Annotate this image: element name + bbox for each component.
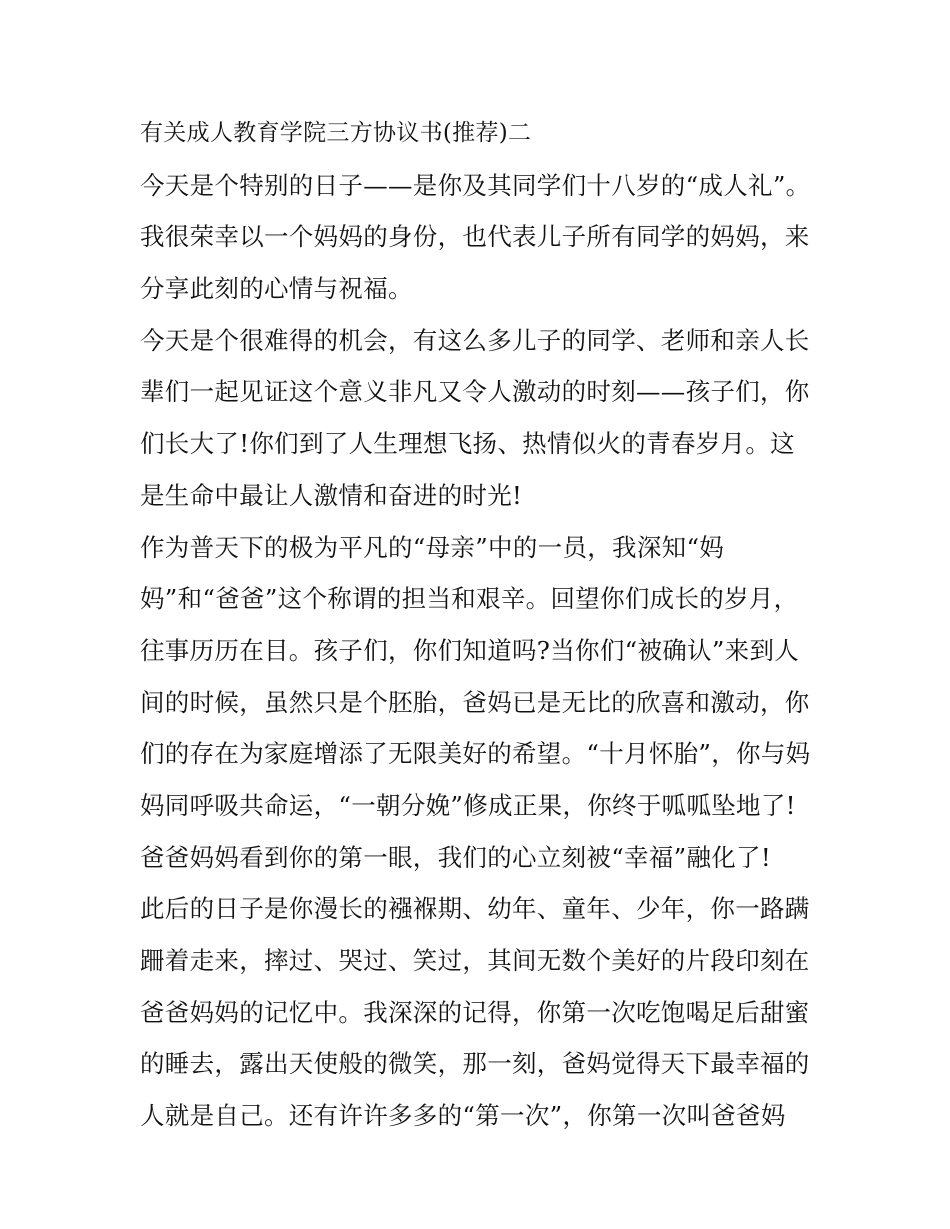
text-line: 爸爸妈妈看到你的第一眼，我们的心立刻被“幸福”融化了! bbox=[140, 842, 771, 872]
document-title: 有关成人教育学院三方协议书(推荐)二 bbox=[140, 120, 532, 146]
text-line: 此后的日子是你漫长的襁褓期、幼年、童年、少年，你一路蹒 bbox=[140, 894, 810, 924]
text-line: 爸爸妈妈的记忆中。我深深的记得，你第一次吃饱喝足后甜蜜 bbox=[140, 997, 810, 1027]
text-line: 们长大了!你们到了人生理想飞扬、热情似火的青春岁月。这 bbox=[140, 429, 795, 459]
text-line: 分享此刻的心情与祝福。 bbox=[140, 274, 413, 304]
text-line: 辈们一起见证这个意义非凡又令人激动的时刻——孩子们，你 bbox=[140, 377, 810, 407]
text-line: 跚着走来，摔过、哭过、笑过，其间无数个美好的片段印刻在 bbox=[140, 946, 810, 975]
text-line: 妈同呼吸共命运，“一朝分娩”修成正果，你终于呱呱坠地了! bbox=[140, 790, 796, 820]
text-line: 往事历历在目。孩子们，你们知道吗?当你们“被确认”来到人 bbox=[140, 635, 800, 665]
document-body bbox=[140, 108, 820, 1142]
text-line: 今天是个特别的日子——是你及其同学们十八岁的“成人礼”。 bbox=[140, 170, 811, 200]
text-line: 们的存在为家庭增添了无限美好的希望。“十月怀胎”，你与妈 bbox=[140, 739, 811, 769]
text-line: 间的时候，虽然只是个胚胎，爸妈已是无比的欣喜和激动，你 bbox=[140, 687, 810, 717]
text-line: 的睡去，露出天使般的微笑，那一刻，爸妈觉得天下最幸福的 bbox=[140, 1049, 810, 1079]
text-line: 是生命中最让人激情和奋进的时光! bbox=[140, 480, 523, 510]
text-line: 今天是个很难得的机会，有这么多儿子的同学、老师和亲人长 bbox=[140, 325, 810, 355]
text-line: 人就是自己。还有许许多多的“第一次”，你第一次叫爸爸妈 bbox=[140, 1101, 786, 1131]
text-line: 妈”和“爸爸”这个称谓的担当和艰辛。回望你们成长的岁月， bbox=[140, 584, 799, 614]
text-line: 我很荣幸以一个妈妈的身份，也代表儿子所有同学的妈妈，来 bbox=[140, 222, 810, 252]
text-line: 作为普天下的极为平凡的“母亲”中的一员，我深知“妈 bbox=[140, 532, 725, 562]
